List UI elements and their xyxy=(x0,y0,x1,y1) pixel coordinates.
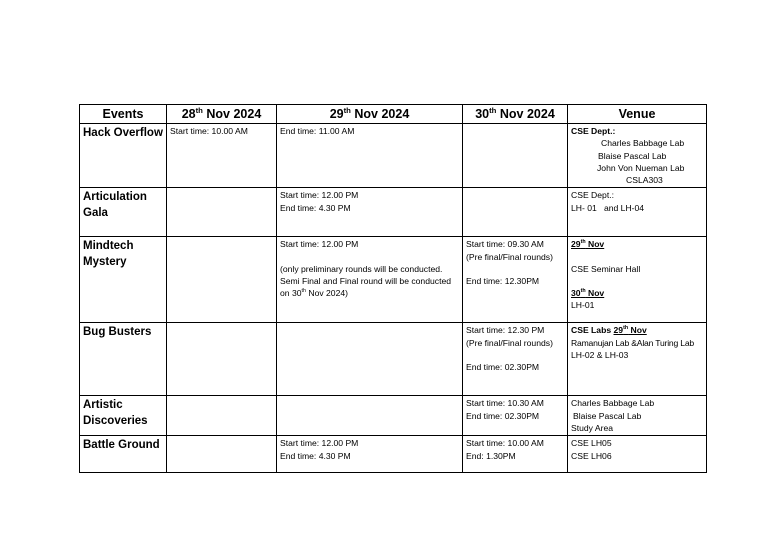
cell-28-nov: Start time: 10.00 AM xyxy=(167,124,277,188)
cell-28-nov xyxy=(167,323,277,396)
header-events: Events xyxy=(80,105,167,124)
cell-29-nov xyxy=(277,396,463,436)
table-row xyxy=(80,124,707,188)
cell-29-nov: Start time: 12.00 PM End time: 4.30 PM xyxy=(277,436,463,473)
header-date-30-nov: 30th Nov 2024 xyxy=(463,105,568,124)
cell-29-nov: Start time: 12.00 PM (only preliminary rounds will be conducted. Semi Final and Final round will be conducted on 30th Nov 2024) xyxy=(277,237,463,323)
cell-28-nov xyxy=(167,188,277,237)
event-name: Hack Overflow xyxy=(80,124,167,188)
cell-venue: CSE LH05 CSE LH06 xyxy=(568,436,707,473)
header-date-29-nov: 29th Nov 2024 xyxy=(277,105,463,124)
header-venue: Venue xyxy=(568,105,707,124)
cell-venue: 29th Nov CSE Seminar Hall 30th Nov LH-01 xyxy=(568,237,707,323)
event-name: Battle Ground xyxy=(80,436,167,473)
cell-29-nov: Start time: 12.00 PM End time: 4.30 PM xyxy=(277,188,463,237)
cell-venue: CSE Dept.: LH- 01 and LH-04 xyxy=(568,188,707,237)
table-row xyxy=(80,323,707,396)
cell-30-nov: Start time: 12.30 PM (Pre final/Final rounds) End time: 02.30PM xyxy=(463,323,568,396)
cell-venue: CSE Labs 29th Nov Ramanujan Lab &Alan Turing Lab LH-02 & LH-03 xyxy=(568,323,707,396)
cell-30-nov xyxy=(463,124,568,188)
cell-venue: CSE Dept.: Charles Babbage Lab Blaise Pascal Lab John Von Nueman Lab CSLA303 xyxy=(568,124,707,188)
event-name: Artistic Discoveries xyxy=(80,396,167,436)
table-row xyxy=(80,396,707,436)
table-row xyxy=(80,436,707,473)
cell-28-nov xyxy=(167,436,277,473)
table-row xyxy=(80,237,707,323)
cell-30-nov: Start time: 10.30 AM End time: 02.30PM xyxy=(463,396,568,436)
cell-30-nov: Start time: 10.00 AM End: 1.30PM xyxy=(463,436,568,473)
cell-30-nov: Start time: 09.30 AM (Pre final/Final rounds) End time: 12.30PM xyxy=(463,237,568,323)
table-row xyxy=(80,188,707,237)
event-name: Bug Busters xyxy=(80,323,167,396)
header-date-28-nov: 28th Nov 2024 xyxy=(167,105,277,124)
cell-venue: Charles Babbage Lab Blaise Pascal Lab Study Area xyxy=(568,396,707,436)
event-name: Mindtech Mystery xyxy=(80,237,167,323)
cell-29-nov: End time: 11.00 AM xyxy=(277,124,463,188)
cell-30-nov xyxy=(463,188,568,237)
cell-28-nov xyxy=(167,396,277,436)
header-row xyxy=(80,105,707,124)
cell-29-nov xyxy=(277,323,463,396)
event-schedule-table xyxy=(79,104,707,473)
cell-28-nov xyxy=(167,237,277,323)
event-name: Articulation Gala xyxy=(80,188,167,237)
